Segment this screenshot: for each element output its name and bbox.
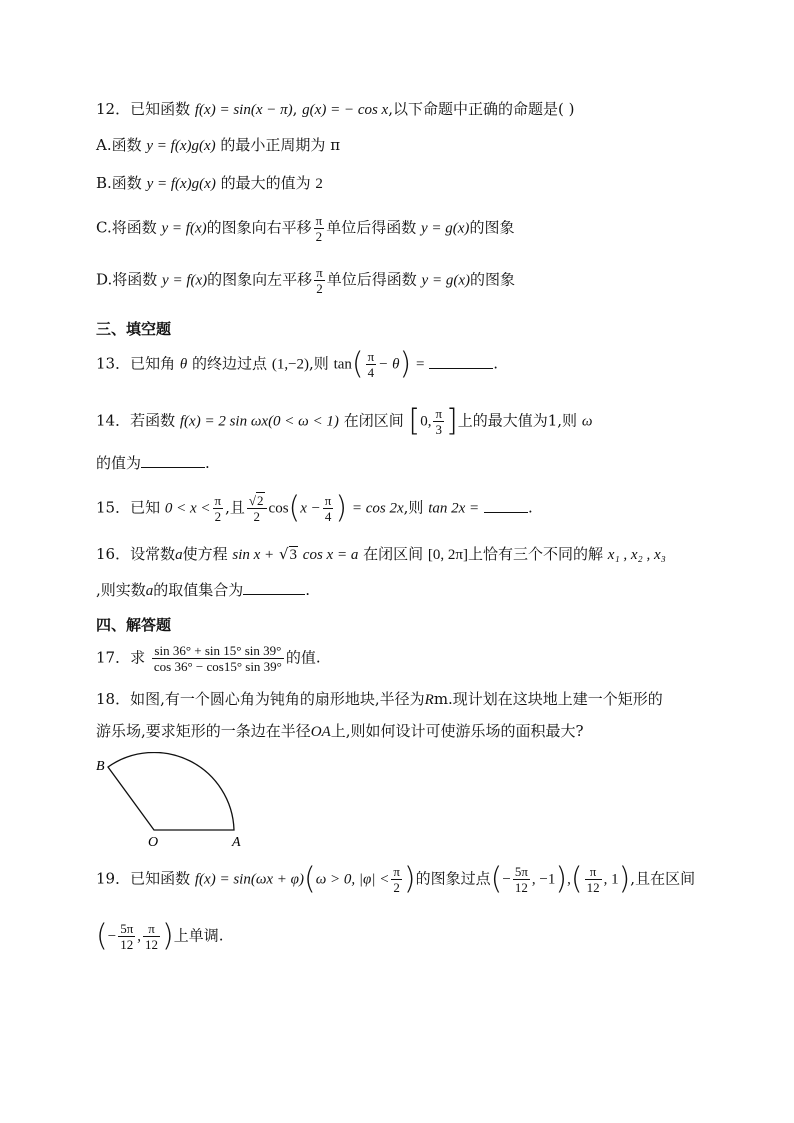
q15-period: .	[527, 498, 533, 517]
fraction-denominator: 12	[145, 937, 159, 952]
comma: ,	[567, 871, 571, 888]
sqrt-radicand: 3	[289, 547, 298, 563]
q17-numerator: sin 36° + sin 15° sin 39°	[152, 643, 284, 659]
paren-open: (	[288, 490, 301, 526]
fraction-pi-over-12	[143, 921, 160, 952]
fraction-numerator: 5π	[514, 864, 528, 879]
option-d-shift-text: 的图象向左平移	[207, 270, 313, 289]
q15-cos2x: = cos 2x	[351, 500, 404, 517]
q18-line-2	[96, 720, 584, 743]
q16-equation-right: cos x = a	[302, 547, 359, 563]
q15-text-2: ,则	[403, 498, 424, 517]
answer-blank[interactable]	[243, 580, 305, 595]
q16-number: 16．设常数	[96, 545, 176, 563]
option-a-expression: y = f(x)g(x)	[146, 138, 216, 154]
q12-separator: ,	[292, 100, 298, 118]
q16-text-3: 上恰有三个不同的解	[467, 545, 603, 563]
q14-interval-start: 0,	[420, 413, 432, 430]
q19-point-2-y: , 1	[603, 871, 619, 888]
fraction-numerator: π	[214, 493, 222, 508]
q14-text-3: 的值为	[96, 454, 142, 472]
fraction-denominator: 4	[324, 509, 332, 524]
q15-stem	[96, 490, 533, 526]
q16-interval: [0, 2π]	[427, 547, 468, 563]
q18-text: 18．如图,有一个圆心角为钝角的扇形地块,半径为	[96, 690, 425, 708]
q19-text-2: ,且在区间	[630, 869, 696, 888]
paren-close: )	[335, 490, 348, 526]
q16-equation-left: sin x +	[232, 547, 275, 563]
fraction-denominator: 4	[367, 365, 375, 380]
fraction-pi-over-2	[314, 265, 325, 296]
q12-f-definition: f(x) = sin(x − π)	[194, 102, 293, 118]
fraction-denominator: 3	[435, 422, 442, 437]
fraction-denominator: 2	[315, 229, 323, 244]
q13-minus-theta: − θ	[378, 356, 400, 373]
answer-blank[interactable]	[484, 498, 528, 513]
fraction-denominator: 12	[514, 880, 528, 895]
q19-point-1-y: , −1	[531, 871, 556, 888]
option-b-value: 2	[315, 176, 323, 192]
q16-text-5: 的取值集合为	[153, 581, 244, 599]
q16-text-4: ,则实数	[96, 581, 146, 599]
q13-theta: θ	[179, 356, 188, 373]
option-c-g: y = g(x)	[421, 220, 470, 237]
label-a: A	[232, 835, 241, 850]
q15-inequality: 0 < x <	[164, 500, 211, 517]
q15-x-minus: x −	[300, 500, 321, 517]
q15-tan2x: tan 2x =	[428, 500, 480, 517]
sqrt-radicand: 2	[257, 493, 264, 508]
q12-stem	[96, 98, 574, 121]
q16-text-2: 在闭区间	[363, 545, 424, 563]
q14-text: 在闭区间	[343, 411, 404, 430]
fraction-sqrt2-over-2	[247, 493, 267, 524]
paren-close: )	[403, 861, 416, 897]
paren-open: (	[490, 861, 503, 897]
fraction-numerator: π	[435, 406, 443, 421]
fraction-denominator: 2	[214, 509, 222, 524]
fraction-numerator: π	[315, 213, 323, 228]
option-d-label: D.将函数	[96, 270, 158, 289]
bracket-open: [	[408, 403, 421, 439]
q14-text-2: 上的最大值为1,则	[457, 411, 578, 430]
q17-fraction	[152, 643, 284, 674]
q17-text: 的值.	[285, 648, 321, 667]
paren-open: (	[570, 861, 583, 897]
section-solution-heading: 四、解答题	[96, 616, 172, 634]
q15-number: 15．已知	[96, 498, 161, 517]
q13-number: 13．已知角	[96, 354, 176, 373]
paren-open: (	[351, 346, 364, 382]
q18-R: R	[424, 692, 434, 708]
option-b-text: 的最大的值为	[220, 174, 311, 192]
fraction-numerator: π	[367, 349, 375, 364]
q14-function: f(x) = 2 sin ωx(0 < ω < 1)	[179, 413, 339, 430]
fraction-numerator: 5π	[120, 921, 134, 936]
q12-option-b	[96, 172, 323, 195]
q12-prompt: ,以下命题中正确的命题是( )	[388, 100, 575, 118]
q16-text: 使方程	[182, 545, 228, 563]
option-c-after-text: 单位后得函数	[326, 218, 417, 237]
q13-text: 的终边过点	[192, 354, 268, 373]
q12-g-definition: g(x) = − cos x	[302, 102, 389, 118]
q17-denominator: cos 36° − cos15° sin 39°	[153, 659, 282, 674]
option-c-shift-text: 的图象向右平移	[206, 218, 312, 237]
paren-close: )	[618, 861, 631, 897]
fraction-pi-over-12	[585, 864, 602, 895]
q17-stem	[96, 643, 321, 674]
q14-number: 14．若函数	[96, 411, 176, 430]
q12-option-a	[96, 134, 340, 157]
label-b: B	[96, 759, 105, 774]
q19-function: f(x) = sin(ωx + φ)	[194, 871, 304, 888]
q14-line-2	[96, 452, 210, 474]
option-d-g: y = g(x)	[421, 272, 470, 289]
option-d-end: 的图象	[469, 270, 515, 289]
q19-text-3: 上单调.	[173, 926, 224, 945]
option-a-text: 的最小正周期为 π	[220, 136, 341, 154]
paren-close: )	[162, 918, 174, 954]
q18-text-2: m.现计划在这块地上建一个矩形的	[433, 690, 663, 708]
fraction-denominator: 12	[120, 937, 134, 952]
q14-period: .	[205, 454, 210, 472]
q14-stem	[96, 403, 593, 439]
fraction-pi-over-3	[433, 406, 444, 437]
q13-stem	[96, 346, 498, 382]
fraction-pi-over-2	[314, 213, 325, 244]
q16-solutions: x₁ , x₂ , x₃	[607, 547, 666, 563]
fraction-numerator: √2	[247, 493, 267, 509]
option-d-f: y = f(x)	[162, 272, 208, 289]
q18-OA: OA	[310, 724, 331, 740]
fraction-5pi-over-12	[118, 921, 135, 952]
fraction-denominator: 2	[253, 509, 260, 524]
fraction-pi-over-4	[323, 493, 334, 524]
fraction-numerator: π	[585, 864, 602, 880]
q19-text: 的图象过点	[415, 869, 491, 888]
fraction-pi-over-4	[366, 349, 377, 380]
minus-sign: −	[107, 928, 117, 945]
q19-condition: ω > 0, |φ| <	[315, 871, 390, 888]
q16-a-2: a	[145, 583, 154, 599]
fraction-5pi-over-12	[513, 864, 530, 895]
sector-figure	[90, 752, 260, 852]
q17-number: 17．求	[96, 648, 146, 667]
option-c-f: y = f(x)	[161, 220, 207, 237]
q14-omega: ω	[581, 413, 593, 430]
option-c-end: 的图象	[469, 218, 515, 237]
fraction-numerator: π	[324, 493, 332, 508]
label-o: O	[148, 835, 159, 850]
q19-line-2	[96, 918, 224, 954]
option-b-label: B.函数	[96, 174, 142, 192]
fraction-pi-over-2	[213, 493, 224, 524]
q12-option-d	[96, 265, 515, 296]
q12-number: 12．已知函数	[96, 100, 191, 118]
answer-blank[interactable]	[141, 453, 205, 468]
paren-close: )	[399, 346, 412, 382]
q12-option-c	[96, 213, 514, 244]
q18-text-3: 游乐场,要求矩形的一条边在半径	[96, 722, 311, 740]
q15-cos: cos	[268, 500, 289, 517]
section-fill-in-heading: 三、填空题	[96, 320, 172, 338]
q13-period: .	[493, 354, 498, 373]
q16-line-2	[96, 579, 310, 602]
q19-number: 19．已知函数	[96, 869, 191, 888]
fraction-denominator: 2	[316, 281, 323, 296]
paren-close: )	[555, 861, 568, 897]
q13-equals: =	[415, 356, 425, 373]
q15-text: ,且	[225, 498, 245, 517]
fraction-pi-over-2	[391, 864, 402, 895]
fraction-denominator: 2	[393, 880, 400, 895]
fraction-numerator: π	[393, 864, 400, 879]
answer-blank[interactable]	[429, 354, 493, 369]
q19-stem	[96, 861, 696, 897]
q16-period: .	[305, 581, 311, 599]
minus-sign: −	[502, 871, 511, 888]
option-a-label: A.函数	[96, 136, 142, 154]
paren-open: (	[303, 861, 316, 897]
paren-open: (	[96, 918, 108, 954]
q13-text-2: ,则	[309, 354, 329, 373]
q13-tan: tan	[333, 356, 352, 373]
q13-point: (1,−2)	[271, 356, 310, 373]
q18-text-4: 上,则如何设计可使游乐场的面积最大?	[330, 722, 584, 740]
option-b-expression: y = f(x)g(x)	[146, 176, 216, 192]
q18-line-1	[96, 688, 663, 711]
q16-a: a	[175, 547, 183, 563]
option-d-after-text: 单位后得函数	[326, 270, 417, 289]
fraction-numerator: π	[316, 265, 323, 280]
sector-shape	[108, 752, 234, 830]
fraction-denominator: 12	[586, 880, 600, 895]
q16-stem: 16．设常数a使方程 sin x + √3 cos x = a 在闭区间 [0, 2π]上恰有三个不同的解 x₁ , x₂ , x₃	[96, 545, 666, 563]
bracket-close: ]	[446, 403, 458, 439]
comma: ,	[137, 928, 142, 945]
option-c-label: C.将函数	[96, 218, 157, 237]
fraction-numerator: π	[143, 921, 160, 937]
